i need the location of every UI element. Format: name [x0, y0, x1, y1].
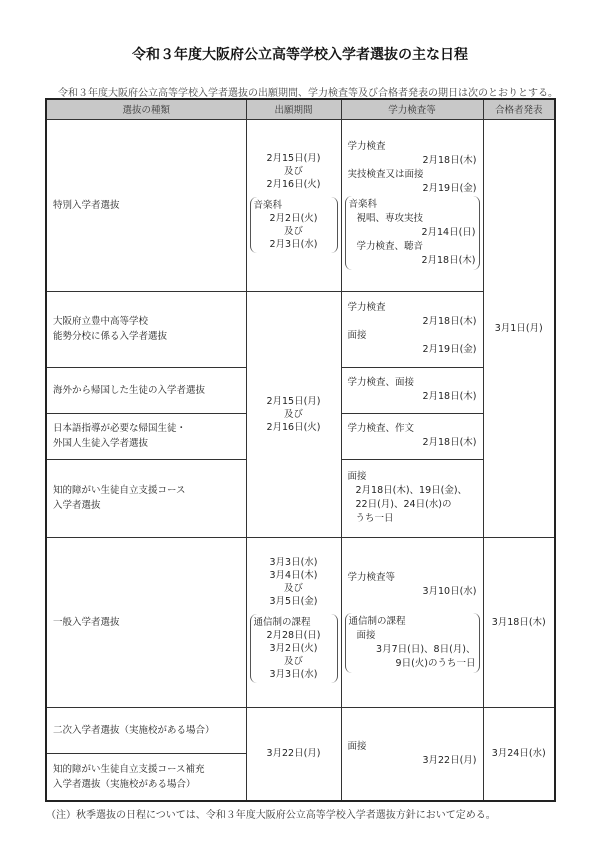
label: 学力検査等	[347, 572, 396, 583]
date: 2月19日(金)	[422, 183, 477, 194]
label: 面接	[347, 330, 367, 341]
label: 学力検査、作文	[347, 423, 415, 434]
date: 2月18日(木)	[422, 155, 477, 166]
conj: 及び	[283, 225, 303, 237]
date: 9日(火)のうち一日	[395, 658, 476, 669]
conj: 及び	[283, 408, 303, 420]
page-title: 令和３年度大阪府公立高等学校入学者選抜の主な日程	[132, 47, 468, 63]
table-row	[46, 537, 555, 707]
apply-general	[246, 537, 341, 707]
apply-shared	[246, 291, 341, 537]
music-exam-group	[345, 196, 480, 270]
label: 学力検査	[347, 302, 386, 313]
apply-second: 3月22日(月)	[246, 707, 341, 801]
exam-second	[341, 707, 483, 801]
line: 外国人生徒入学者選抜	[53, 438, 149, 449]
date: 3月3日(水)	[269, 668, 318, 680]
label: 学力検査、面接	[347, 377, 415, 388]
date: 2月15日(月)	[266, 152, 321, 164]
line: 知的障がい生徒自立支援コース	[53, 485, 186, 496]
table-row	[46, 119, 555, 291]
kind-general: 一般入学者選抜	[46, 537, 246, 707]
exam-returnee	[341, 367, 483, 413]
date: 2月2日(火)	[269, 212, 318, 224]
date: 2月14日(日)	[421, 227, 476, 238]
line: 入学者選抜（実施校がある場合）	[53, 778, 196, 790]
header-apply: 出願期間	[246, 99, 341, 119]
date: 2月18日(木)	[422, 391, 477, 402]
header-result: 合格者発表	[483, 99, 555, 119]
kind-japanese	[46, 413, 246, 459]
kind-toyonaka	[46, 291, 246, 367]
date: 22日(月)、24日(水)の	[355, 499, 452, 510]
date: 2月15日(月)	[266, 395, 321, 407]
intro-text: 令和３年度大阪府公立高等学校入学者選抜の出願期間、学力検査等及び合格者発表の期日は次のとおりとする。	[58, 88, 558, 99]
label: 実技検査又は面接	[347, 169, 424, 180]
schedule-table	[45, 98, 556, 802]
label: 視唱、専攻実技	[356, 213, 424, 224]
date: 2月16日(火)	[266, 421, 321, 433]
exam-special	[341, 119, 483, 291]
label: 通信制の課程	[348, 616, 406, 627]
date: 3月5日(金)	[269, 595, 318, 607]
date: 2月18日(木)、19日(金)、	[355, 485, 468, 496]
label: 面接	[356, 630, 376, 641]
line: 日本語指導が必要な帰国生徒・	[53, 423, 187, 434]
date: 2月16日(火)	[266, 178, 321, 190]
date: 2月18日(木)	[422, 316, 477, 327]
table-header	[46, 99, 555, 119]
date: 3月7日(日)、8日(月)、	[376, 644, 476, 655]
kind-intellectual-supplement	[46, 753, 246, 801]
date: 3月4日(木)	[269, 569, 318, 581]
header-kind: 選抜の種類	[46, 99, 246, 119]
music-apply-group	[250, 197, 338, 253]
kind-intellectual	[46, 459, 246, 537]
date: 2月19日(金)	[422, 344, 477, 355]
kind-special: 特別入学者選抜	[46, 119, 246, 291]
label: 音楽科	[253, 199, 283, 211]
exam-intellectual	[341, 459, 483, 537]
date: 3月10日(水)	[422, 586, 477, 597]
date: 2月28日(日)	[266, 629, 321, 641]
exam-general	[341, 537, 483, 707]
table-row	[46, 291, 555, 367]
label: 音楽科	[348, 199, 378, 210]
date: 3月3日(水)	[269, 556, 318, 568]
label: 通信制の課程	[253, 616, 311, 628]
label: 面接	[347, 740, 367, 752]
exam-japanese	[341, 413, 483, 459]
date: 3月2日(火)	[269, 642, 318, 654]
date: 3月22日(月)	[422, 754, 477, 766]
table-row	[46, 707, 555, 753]
line: 知的障がい生徒自立支援コース補充	[53, 763, 205, 775]
conj: 及び	[283, 655, 303, 667]
header-exam: 学力検査等	[341, 99, 483, 119]
kind-second: 二次入学者選抜（実施校がある場合）	[46, 707, 246, 753]
exam-toyonaka	[341, 291, 483, 367]
label: 学力検査、聴音	[356, 241, 424, 252]
date: 2月18日(木)	[421, 255, 476, 266]
conj: 及び	[283, 165, 303, 177]
line: 大阪府立豊中高等学校	[53, 316, 149, 327]
footnote: （注）秋季選抜の日程については、令和３年度大阪府公立高等学校入学者選抜方針において定める。	[46, 810, 496, 821]
label: うち一日	[355, 513, 394, 524]
apply-special	[246, 119, 341, 291]
result-general: 3月18日(木)	[483, 537, 555, 707]
result-shared: 3月1日(月)	[483, 119, 555, 537]
label: 面接	[347, 471, 367, 482]
line: 入学者選抜	[53, 500, 101, 511]
result-second: 3月24日(水)	[483, 707, 555, 801]
correspondence-exam-group	[345, 613, 480, 673]
line: 能勢分校に係る入学者選抜	[53, 331, 168, 342]
label: 学力検査	[347, 141, 386, 152]
conj: 及び	[283, 582, 303, 594]
date: 2月3日(水)	[269, 238, 318, 250]
date: 2月18日(木)	[422, 437, 477, 448]
correspondence-apply-group	[250, 614, 338, 683]
kind-returnee: 海外から帰国した生徒の入学者選抜	[46, 367, 246, 413]
